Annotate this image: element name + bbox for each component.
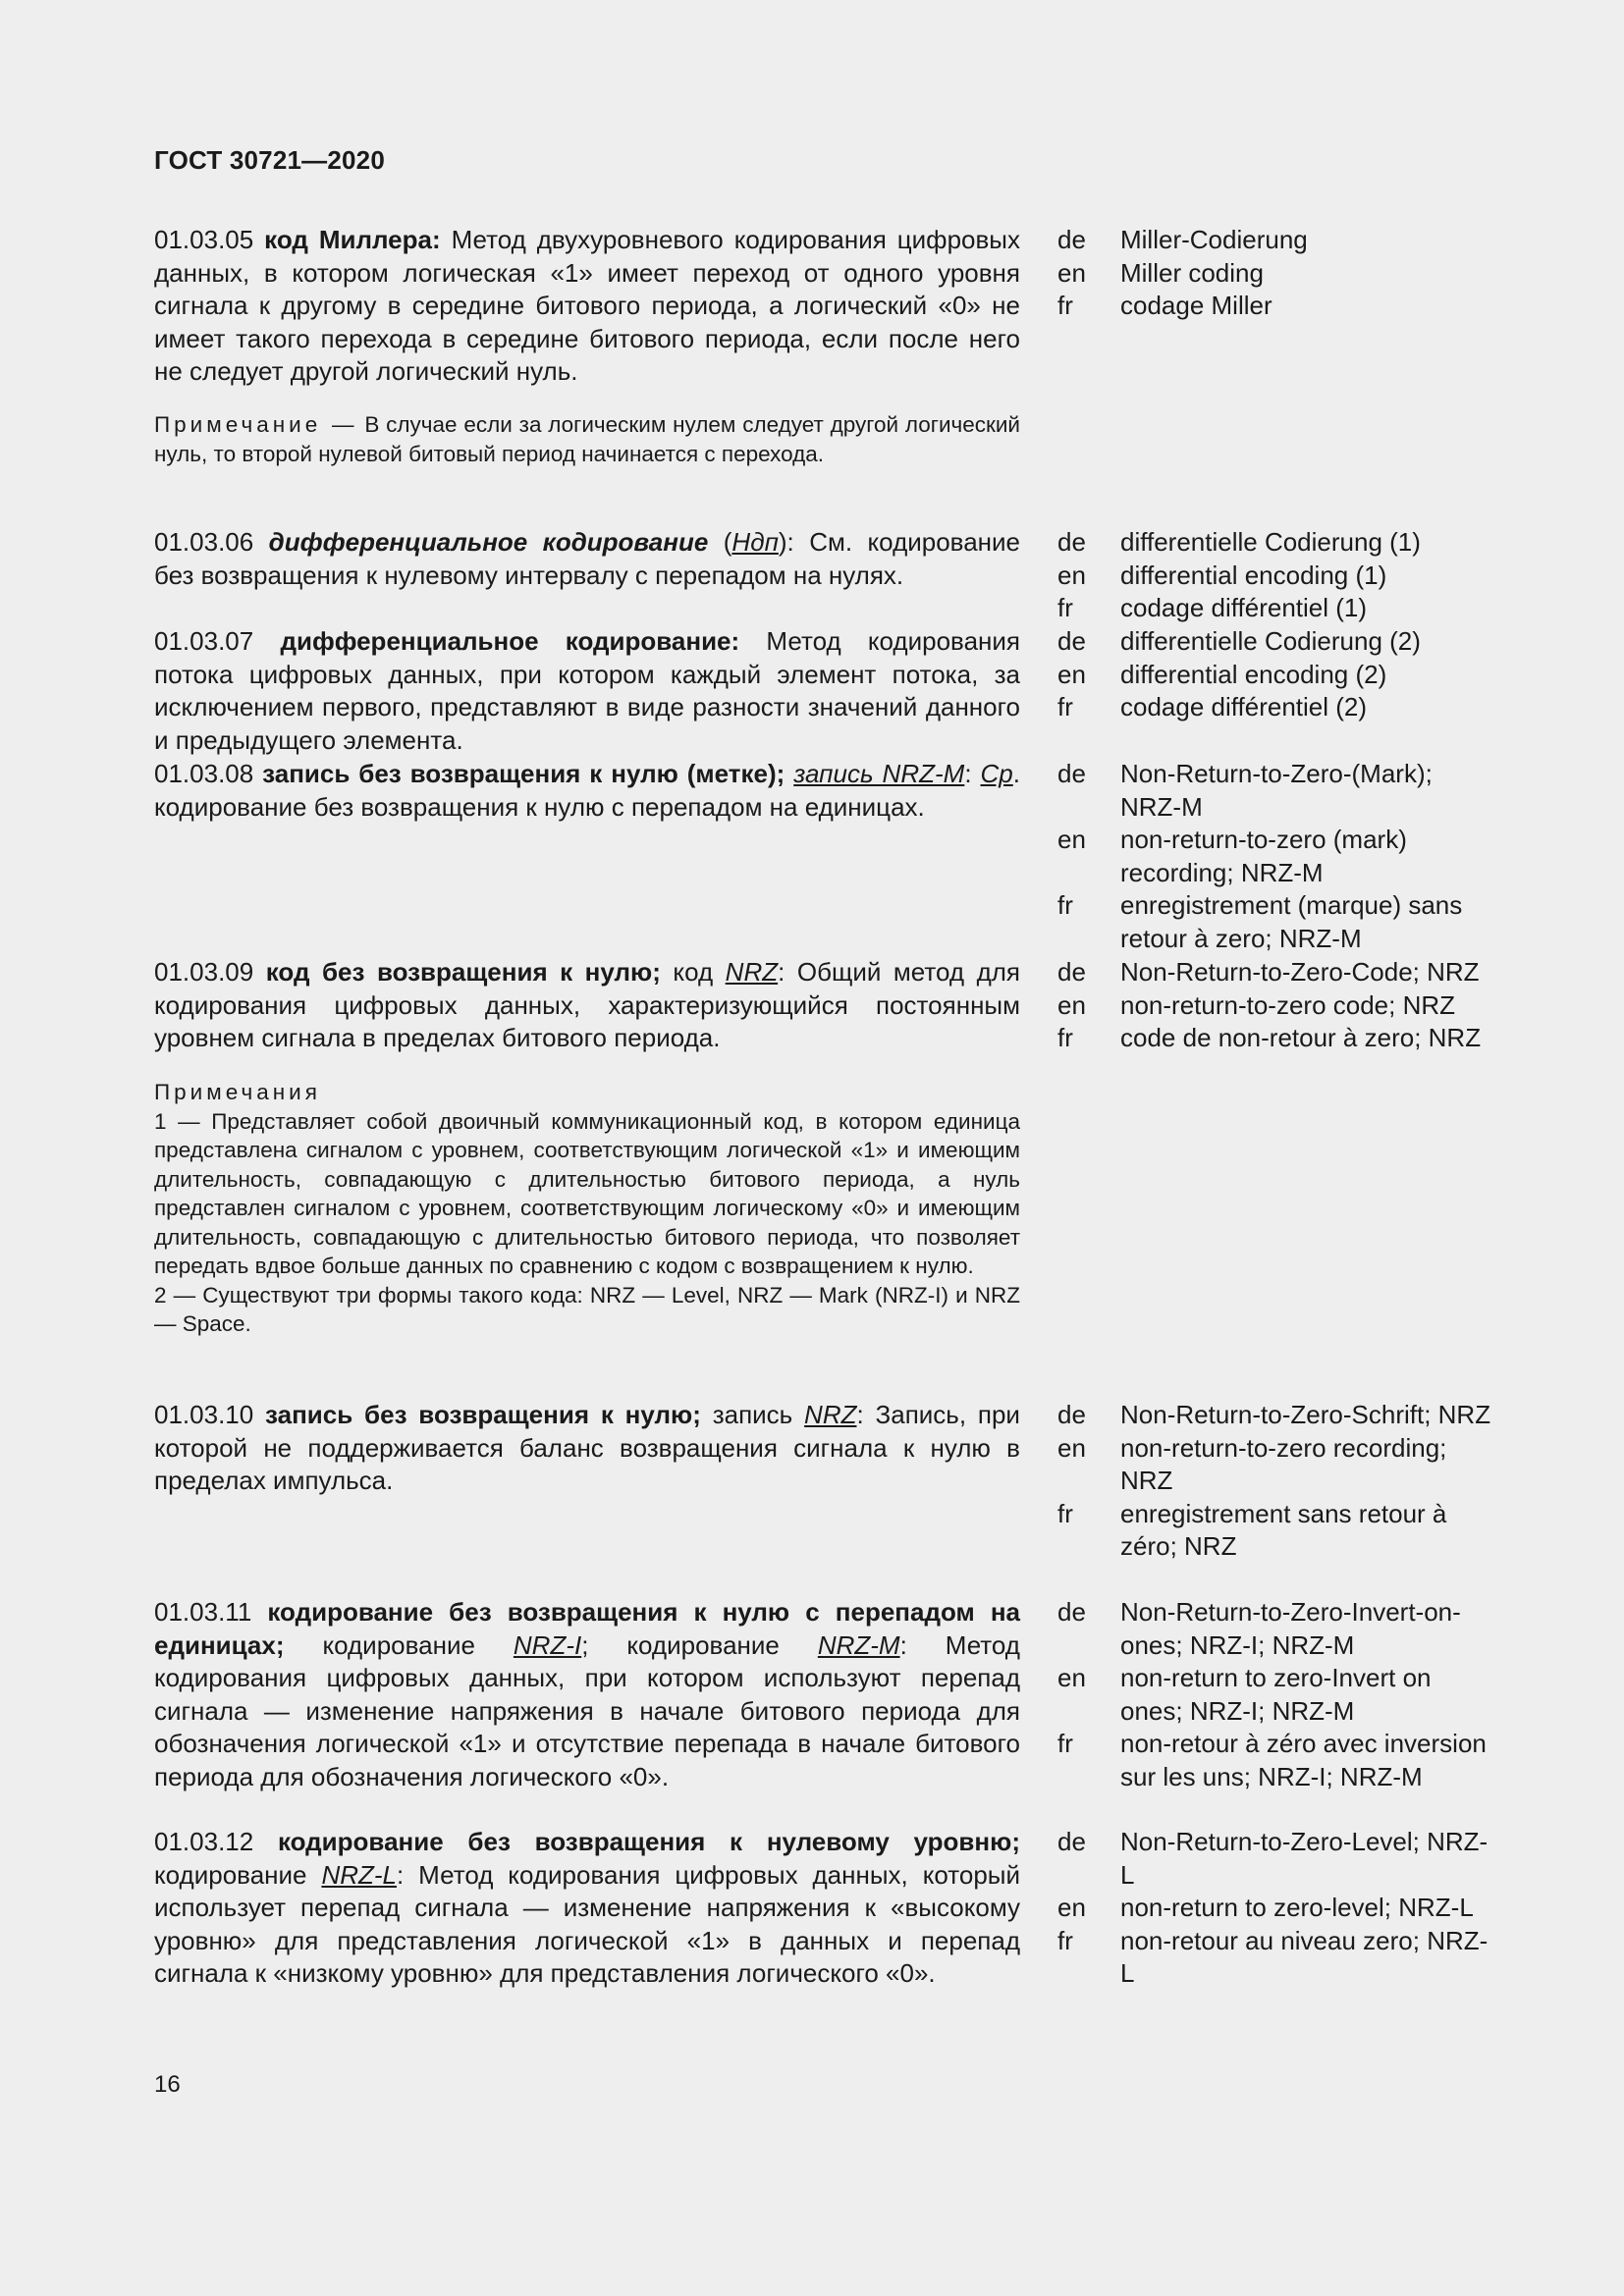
equivalent-de — [1057, 758, 1489, 824]
lang-code: fr — [1057, 593, 1073, 622]
notes-label: Примечания — [154, 1080, 321, 1104]
equivalent-en — [1057, 560, 1489, 593]
lang-code: de — [1057, 225, 1086, 254]
equivalent-fr — [1057, 1728, 1489, 1793]
term-note — [154, 410, 1020, 468]
synonym-link[interactable]: запись NRZ-M — [793, 759, 965, 788]
term-name: дифференциальное кодирование: — [280, 626, 740, 656]
lang-code: fr — [1057, 692, 1073, 721]
lang-code: en — [1057, 659, 1086, 689]
equivalent-term: codage différentiel (2) — [1120, 692, 1368, 721]
lang-code: en — [1057, 1893, 1086, 1922]
equivalent-de — [1057, 956, 1489, 989]
synonym-prefix: код — [673, 957, 714, 987]
lang-code: en — [1057, 1663, 1086, 1692]
term-definition — [154, 1596, 1020, 1793]
term-number: 01.03.07 — [154, 626, 254, 656]
term-definition — [154, 1399, 1020, 1498]
synonym-prefix: кодирование — [154, 1859, 307, 1890]
synonym-link[interactable]: NRZ — [804, 1400, 857, 1429]
equivalent-en — [1057, 659, 1489, 692]
lang-code: en — [1057, 825, 1086, 854]
equivalent-de — [1057, 1596, 1489, 1662]
term-definition — [154, 758, 1020, 824]
definition-text: . кодирование без возвращения к нулю с перепадом на единицах. — [154, 759, 1020, 822]
equivalent-term: enregistrement sans retour à zéro; NRZ — [1120, 1498, 1447, 1561]
synonym2-prefix: ; кодирование — [581, 1629, 780, 1660]
equivalent-term: Non-Return-to-Zero-(Mark); NRZ-M — [1120, 759, 1433, 822]
note-2: 2 — Существуют три формы такого кода: NRZ — Level, NRZ — Mark (NRZ-I) и NRZ — Space. — [154, 1282, 1020, 1336]
definition-text: : Запись, при которой не поддерживается баланс возвращения сигнала к нулю в пределах импульса. — [154, 1400, 1020, 1495]
equivalent-term: Non-Return-to-Zero-Level; NRZ-L — [1120, 1827, 1489, 1890]
cf-link[interactable]: Ср — [980, 759, 1013, 788]
equivalent-de — [1057, 1399, 1489, 1432]
term-definition — [154, 1826, 1020, 1991]
term-notes — [154, 1078, 1020, 1339]
lang-code: de — [1057, 527, 1086, 557]
term-name: запись без возвращения к нулю; — [265, 1400, 701, 1429]
abbr-link[interactable]: Ндп — [731, 527, 779, 557]
term-definition — [154, 526, 1020, 592]
equivalent-term: code de non-retour à zero; NRZ — [1120, 1023, 1482, 1052]
equivalent-en — [1057, 257, 1489, 291]
synonym-link[interactable]: NRZ — [725, 957, 779, 987]
lang-code: de — [1057, 1827, 1086, 1856]
colon: : — [964, 759, 972, 788]
foreign-equivalents — [1057, 956, 1489, 1055]
term-number: 01.03.09 — [154, 957, 254, 987]
equivalent-de — [1057, 1826, 1489, 1892]
paren-close: ): — [778, 527, 794, 557]
equivalent-term: Non-Return-to-Zero-Schrift; NRZ — [1120, 1400, 1491, 1429]
equivalent-fr — [1057, 290, 1489, 323]
equivalent-term: Non-Return-to-Zero-Code; NRZ — [1120, 957, 1480, 987]
term-name: код Миллера: — [264, 225, 441, 254]
term-name: дифференциальное кодирование — [268, 527, 709, 557]
foreign-equivalents — [1057, 1399, 1489, 1564]
term-definition — [154, 956, 1020, 1055]
equivalent-fr — [1057, 592, 1489, 625]
equivalent-term: differentielle Codierung (2) — [1120, 626, 1421, 656]
lang-code: fr — [1057, 1729, 1073, 1758]
synonym-link[interactable]: NRZ-L — [321, 1859, 397, 1890]
foreign-equivalents — [1057, 526, 1489, 625]
term-definition — [154, 224, 1020, 389]
equivalent-en — [1057, 989, 1489, 1023]
definition-text: : Общий метод для кодирования цифровых данных, характеризующийся постоянным уровнем сигнала в пределах битового периода. — [154, 957, 1021, 1052]
equivalent-fr — [1057, 1925, 1489, 1991]
equivalent-term: non-return-to-zero recording; NRZ — [1120, 1432, 1447, 1495]
lang-code: de — [1057, 759, 1086, 788]
foreign-equivalents — [1057, 1826, 1489, 1991]
paren-open: ( — [723, 527, 732, 557]
lang-code: en — [1057, 989, 1086, 1020]
equivalent-term: differential encoding (2) — [1120, 659, 1387, 689]
foreign-equivalents — [1057, 1596, 1489, 1793]
definition-text: См. кодирование без возвращения к нулевому интервалу с перепадом на нулях. — [154, 527, 1021, 590]
equivalent-de — [1057, 625, 1489, 659]
equivalent-term: non-return to zero-level; NRZ-L — [1120, 1893, 1474, 1922]
lang-code: fr — [1057, 1023, 1073, 1052]
equivalent-term: Miller-Codierung — [1120, 225, 1308, 254]
note-text: В случае если за логическим нулем следует другой логический нуль, то второй нулевой битовый период начинается с перехода. — [154, 412, 1020, 466]
term-number: 01.03.12 — [154, 1827, 254, 1856]
term-number: 01.03.11 — [154, 1597, 252, 1627]
term-name: кодирование без возвращения к нулю с перепадом на единицах; — [154, 1597, 1020, 1660]
lang-code: en — [1057, 560, 1086, 590]
note-label: Примечание — — [154, 412, 358, 437]
equivalent-term: non-retour à zéro avec inversion sur les uns; NRZ-I; NRZ-M — [1120, 1729, 1487, 1791]
synonym-prefix: кодирование — [322, 1629, 475, 1660]
equivalent-term: non-retour au niveau zero; NRZ-L — [1120, 1925, 1489, 1988]
term-name: код без возвращения к нулю; — [265, 957, 661, 987]
term-number: 01.03.05 — [154, 225, 254, 254]
lang-code: fr — [1057, 890, 1073, 920]
equivalent-de — [1057, 224, 1489, 257]
term-number: 01.03.10 — [154, 1400, 254, 1429]
synonym2-link[interactable]: NRZ-M — [817, 1629, 900, 1660]
definition-text: Метод двухуровневого кодирования цифровых данных, в котором логическая «1» имеет переход от одного уровня сигнала к другому в середине битового периода, а логический «0» не имеет такого перехода в середине битового периода, если после него не следует другой логический нуль. — [154, 225, 1020, 386]
foreign-equivalents — [1057, 625, 1489, 724]
equivalent-term: enregistrement (marque) sans retour à zero; NRZ-M — [1120, 890, 1463, 953]
equivalent-fr — [1057, 889, 1489, 955]
equivalent-term: non-return-to-zero code; NRZ — [1120, 989, 1456, 1020]
equivalent-term: differential encoding (1) — [1120, 560, 1387, 590]
standard-designation: ГОСТ 30721—2020 — [154, 145, 385, 175]
note-1: 1 — Представляет собой двоичный коммуникационный код, в котором единица представлена сигналом с уровнем, соответствующим логической «1» и имеющим длительность, совпадающую с длительностью битового периода, а нуль представлен сигналом с уровнем, соответствующим логическому «0» и имеющим длительность, совпадающую с длительностью битового периода, что позволяет передать вдвое больше данных по сравнению с кодом с возвращением к нулю. — [154, 1108, 1020, 1278]
definition-text: : Метод кодирования цифровых данных, при котором используют перепад сигнала — изменение напряжения в начале битового периода для обозначения логической «1» и отсутствие перепада в начале битового периода для обозначения логического «0». — [154, 1629, 1020, 1791]
lang-code: en — [1057, 257, 1086, 288]
term-number: 01.03.06 — [154, 527, 254, 557]
lang-code: de — [1057, 957, 1086, 987]
equivalent-term: codage Miller — [1120, 291, 1272, 320]
lang-code: fr — [1057, 1498, 1073, 1528]
term-definition — [154, 625, 1020, 757]
lang-code: de — [1057, 1400, 1086, 1429]
equivalent-term: Miller coding — [1120, 257, 1264, 288]
term-name: кодирование без возвращения к нулевому уровню; — [277, 1827, 1020, 1856]
equivalent-term: Non-Return-to-Zero-Invert-on-ones; NRZ-I; NRZ-M — [1120, 1597, 1461, 1660]
equivalent-term: codage différentiel (1) — [1120, 593, 1368, 622]
lang-code: en — [1057, 1432, 1086, 1463]
equivalent-term: non-return-to-zero (mark) recording; NRZ-M — [1120, 825, 1407, 887]
equivalent-term: differentielle Codierung (1) — [1120, 527, 1421, 557]
synonym-prefix: запись — [712, 1400, 793, 1429]
foreign-equivalents — [1057, 224, 1489, 323]
lang-code: fr — [1057, 1925, 1073, 1955]
page-number: 16 — [154, 2071, 181, 2098]
equivalent-fr — [1057, 691, 1489, 724]
equivalent-en — [1057, 1892, 1489, 1925]
term-name: запись без возвращения к нулю (метке); — [262, 759, 785, 788]
equivalent-de — [1057, 526, 1489, 560]
equivalent-en — [1057, 1662, 1489, 1728]
equivalent-term: non-return to zero-Invert on ones; NRZ-I; NRZ-M — [1120, 1663, 1432, 1726]
term-number: 01.03.08 — [154, 759, 254, 788]
foreign-equivalents — [1057, 758, 1489, 955]
lang-code: de — [1057, 1597, 1086, 1627]
equivalent-fr — [1057, 1498, 1489, 1564]
synonym-link[interactable]: NRZ-I — [513, 1629, 582, 1660]
equivalent-fr — [1057, 1022, 1489, 1055]
definition-text: : Метод кодирования цифровых данных, который использует перепад сигнала — изменение напряжения к «высокому уровню» для представления логической «1» в данных и перепад сигнала к «низкому уровню» для представления логического «0». — [154, 1859, 1020, 1988]
equivalent-en — [1057, 824, 1489, 889]
definition-text: Метод кодирования потока цифровых данных, при котором каждый элемент потока, за исключением первого, представляют в виде разности значений данного и предыдущего элемента. — [154, 626, 1020, 755]
lang-code: de — [1057, 626, 1086, 656]
lang-code: fr — [1057, 291, 1073, 320]
equivalent-en — [1057, 1432, 1489, 1498]
